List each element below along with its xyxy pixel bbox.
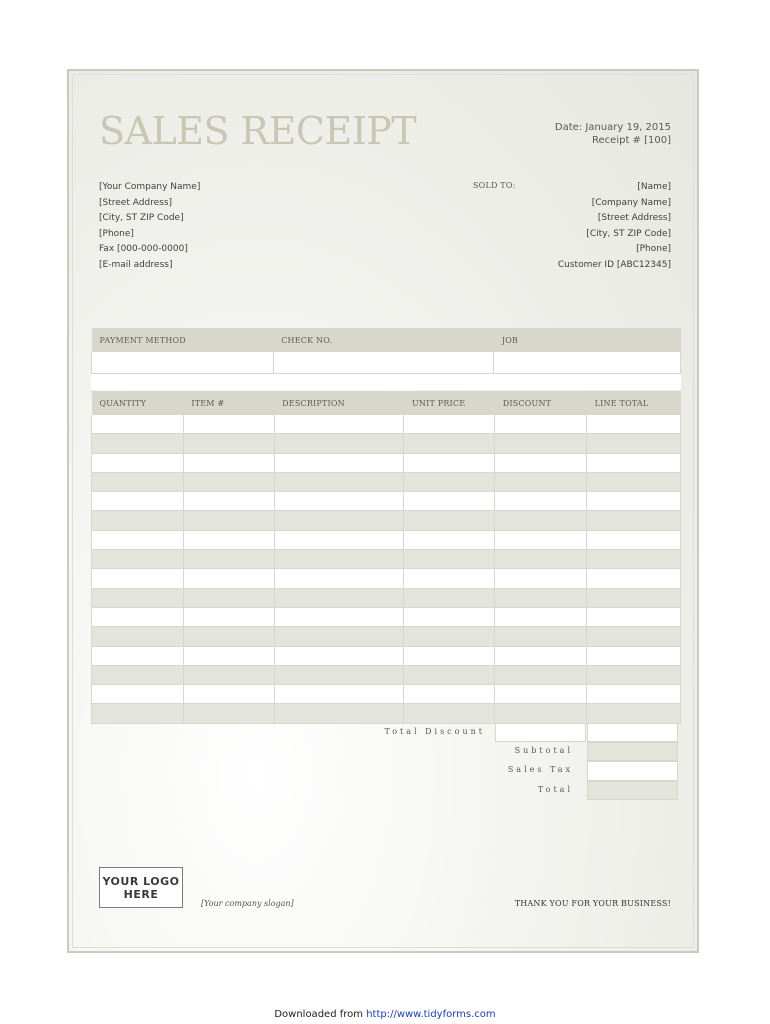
- item-cell[interactable]: [92, 665, 184, 684]
- item-cell[interactable]: [404, 530, 495, 549]
- item-cell[interactable]: [495, 627, 587, 646]
- company-street[interactable]: [Street Address]: [99, 197, 173, 208]
- item-cell[interactable]: [274, 511, 404, 530]
- item-cell[interactable]: [92, 530, 184, 549]
- check-no-header: CHECK NO.: [273, 328, 494, 352]
- item-cell[interactable]: [587, 665, 681, 684]
- logo-placeholder[interactable]: [99, 867, 183, 908]
- table-row: [92, 472, 681, 491]
- receipt-number[interactable]: Receipt # [100]: [592, 135, 671, 146]
- item-cell[interactable]: [587, 550, 681, 569]
- item-cell[interactable]: [404, 569, 495, 588]
- item-cell[interactable]: [274, 588, 404, 607]
- payment-table: [91, 328, 681, 374]
- total-discount-label: Total Discount: [384, 727, 485, 736]
- item-cell[interactable]: [495, 569, 587, 588]
- item-cell[interactable]: [404, 434, 495, 453]
- subtotal-row: [91, 742, 681, 761]
- item-cell[interactable]: [495, 530, 587, 549]
- receipt-sheet: [67, 69, 699, 953]
- item-cell[interactable]: [404, 685, 495, 704]
- item-cell[interactable]: [587, 704, 681, 723]
- item-cell[interactable]: [587, 472, 681, 491]
- table-row: [92, 627, 681, 646]
- table-row: [92, 685, 681, 704]
- item-cell[interactable]: [404, 492, 495, 511]
- sold-to-company[interactable]: [Company Name]: [591, 197, 671, 208]
- item-cell[interactable]: [92, 569, 184, 588]
- item-cell[interactable]: [495, 704, 587, 723]
- item-cell[interactable]: [183, 665, 274, 684]
- item-cell[interactable]: [495, 685, 587, 704]
- job-header: JOB: [494, 328, 681, 352]
- item-cell[interactable]: [274, 453, 404, 472]
- item-cell[interactable]: [183, 607, 274, 626]
- item-cell[interactable]: [274, 685, 404, 704]
- company-city[interactable]: [City, ST ZIP Code]: [99, 213, 184, 223]
- item-cell[interactable]: [587, 492, 681, 511]
- item-cell[interactable]: [495, 607, 587, 626]
- date-line[interactable]: Date: January 19, 2015: [554, 122, 671, 133]
- company-info: [99, 180, 200, 273]
- item-cell[interactable]: [92, 704, 184, 723]
- item-cell[interactable]: [183, 588, 274, 607]
- item-cell[interactable]: [183, 646, 274, 665]
- item-cell[interactable]: [92, 685, 184, 704]
- item-cell[interactable]: [587, 607, 681, 626]
- subtotal-label: Subtotal: [514, 746, 573, 756]
- table-row: [92, 665, 681, 684]
- table-row: [92, 550, 681, 569]
- item-cell[interactable]: [404, 472, 495, 491]
- table-row: [92, 588, 681, 607]
- item-cell[interactable]: [92, 588, 184, 607]
- item-cell[interactable]: [183, 453, 274, 472]
- item-number-header: ITEM #: [183, 391, 274, 415]
- download-footer: [0, 1009, 770, 1020]
- item-cell[interactable]: [404, 415, 495, 434]
- item-cell[interactable]: [495, 434, 587, 453]
- job-cell[interactable]: [494, 352, 681, 374]
- logo-line-1: YOUR LOGO: [102, 874, 180, 888]
- item-cell[interactable]: [495, 665, 587, 684]
- items-header-row: [92, 391, 681, 415]
- item-cell[interactable]: [587, 511, 681, 530]
- item-cell[interactable]: [495, 646, 587, 665]
- item-cell[interactable]: [495, 472, 587, 491]
- payment-header-row: [92, 328, 681, 352]
- item-cell[interactable]: [404, 453, 495, 472]
- item-cell[interactable]: [183, 685, 274, 704]
- item-cell[interactable]: [274, 472, 404, 491]
- company-slogan[interactable]: [Your company slogan]: [201, 899, 294, 908]
- item-cell[interactable]: [274, 434, 404, 453]
- item-cell[interactable]: [274, 492, 404, 511]
- item-cell[interactable]: [587, 415, 681, 434]
- item-cell[interactable]: [274, 665, 404, 684]
- sold-to-info: [558, 180, 671, 273]
- table-row: [92, 415, 681, 434]
- item-cell[interactable]: [587, 453, 681, 472]
- sold-to-name[interactable]: [Name]: [637, 182, 671, 192]
- item-cell[interactable]: [495, 492, 587, 511]
- payment-input-row: [92, 352, 681, 374]
- item-cell[interactable]: [274, 530, 404, 549]
- item-cell[interactable]: [274, 415, 404, 434]
- table-row: [92, 453, 681, 472]
- item-cell[interactable]: [92, 472, 184, 491]
- item-cell[interactable]: [404, 550, 495, 569]
- table-row: [92, 434, 681, 453]
- item-cell[interactable]: [495, 415, 587, 434]
- item-cell[interactable]: [274, 607, 404, 626]
- quantity-header: QUANTITY: [92, 391, 184, 415]
- item-cell[interactable]: [495, 550, 587, 569]
- item-cell[interactable]: [274, 627, 404, 646]
- company-name[interactable]: [Your Company Name]: [99, 182, 201, 192]
- total-discount-field[interactable]: [495, 723, 586, 742]
- item-cell[interactable]: [92, 434, 184, 453]
- payment-method-header: PAYMENT METHOD: [92, 328, 274, 352]
- item-cell[interactable]: [404, 665, 495, 684]
- table-row: [92, 530, 681, 549]
- item-cell[interactable]: [183, 511, 274, 530]
- item-cell[interactable]: [274, 704, 404, 723]
- item-cell[interactable]: [404, 588, 495, 607]
- item-cell[interactable]: [587, 685, 681, 704]
- item-cell[interactable]: [183, 415, 274, 434]
- subtotal-field[interactable]: [587, 742, 678, 761]
- item-cell[interactable]: [92, 550, 184, 569]
- footer-prefix: Downloaded from: [274, 1009, 363, 1020]
- items-body: [92, 415, 681, 723]
- item-cell[interactable]: [92, 453, 184, 472]
- logo-line-2: HERE: [123, 887, 159, 901]
- company-fax[interactable]: Fax [000-000-0000]: [99, 244, 188, 254]
- item-cell[interactable]: [92, 646, 184, 665]
- item-cell[interactable]: [404, 704, 495, 723]
- sales-tax-label: Sales Tax: [507, 765, 573, 775]
- sold-to-city[interactable]: [City, ST ZIP Code]: [586, 228, 671, 239]
- item-cell[interactable]: [495, 511, 587, 530]
- table-spacer: [91, 374, 681, 390]
- item-cell[interactable]: [92, 511, 184, 530]
- item-cell[interactable]: [495, 588, 587, 607]
- item-cell[interactable]: [404, 646, 495, 665]
- discount-header: DISCOUNT: [495, 391, 587, 415]
- total-row: [91, 781, 681, 800]
- table-row: [92, 492, 681, 511]
- sold-to-label: SOLD TO:: [473, 181, 516, 190]
- sold-to-street[interactable]: [Street Address]: [597, 213, 671, 223]
- item-cell[interactable]: [92, 415, 184, 434]
- description-header: DESCRIPTION: [274, 391, 404, 415]
- totals-section: [91, 723, 681, 800]
- thank-you-note: THANK YOU FOR YOUR BUSINESS!: [514, 899, 671, 908]
- item-cell[interactable]: [92, 492, 184, 511]
- payment-method-cell[interactable]: [92, 352, 274, 374]
- sales-tax-row: [91, 761, 681, 780]
- receipt-title: SALES RECEIPT: [99, 109, 417, 153]
- item-cell[interactable]: [404, 627, 495, 646]
- check-no-cell[interactable]: [273, 352, 494, 374]
- items-table: [91, 391, 681, 724]
- item-cell[interactable]: [183, 627, 274, 646]
- item-cell[interactable]: [587, 646, 681, 665]
- item-cell[interactable]: [274, 569, 404, 588]
- item-cell[interactable]: [587, 627, 681, 646]
- customer-id[interactable]: Customer ID [ABC12345]: [557, 259, 671, 270]
- total-label: Total: [537, 784, 573, 794]
- date-block: [555, 121, 671, 147]
- item-cell[interactable]: [183, 434, 274, 453]
- table-row: [92, 511, 681, 530]
- item-cell[interactable]: [183, 569, 274, 588]
- tidyforms-link[interactable]: http://www.tidyforms.com: [366, 1009, 496, 1020]
- item-cell[interactable]: [404, 607, 495, 626]
- unit-price-header: UNIT PRICE: [404, 391, 495, 415]
- item-cell[interactable]: [183, 530, 274, 549]
- table-row: [92, 646, 681, 665]
- item-cell[interactable]: [183, 550, 274, 569]
- item-cell[interactable]: [92, 607, 184, 626]
- item-cell[interactable]: [274, 550, 404, 569]
- total-discount-row: [91, 723, 681, 742]
- item-cell[interactable]: [183, 472, 274, 491]
- table-row: [92, 569, 681, 588]
- sales-tax-field[interactable]: [587, 761, 678, 780]
- item-cell[interactable]: [404, 511, 495, 530]
- item-cell[interactable]: [183, 704, 274, 723]
- item-cell[interactable]: [587, 434, 681, 453]
- line-total-header: LINE TOTAL: [587, 391, 681, 415]
- item-cell[interactable]: [274, 646, 404, 665]
- total-discount-blank: [587, 723, 678, 742]
- table-row: [92, 607, 681, 626]
- item-cell[interactable]: [495, 453, 587, 472]
- item-cell[interactable]: [587, 588, 681, 607]
- total-field[interactable]: [587, 781, 678, 800]
- company-email[interactable]: [E-mail address]: [99, 259, 173, 270]
- item-cell[interactable]: [183, 492, 274, 511]
- item-cell[interactable]: [92, 627, 184, 646]
- sold-to-phone[interactable]: [Phone]: [636, 244, 671, 254]
- table-row: [92, 704, 681, 723]
- item-cell[interactable]: [587, 569, 681, 588]
- item-cell[interactable]: [587, 530, 681, 549]
- company-phone[interactable]: [Phone]: [99, 228, 134, 239]
